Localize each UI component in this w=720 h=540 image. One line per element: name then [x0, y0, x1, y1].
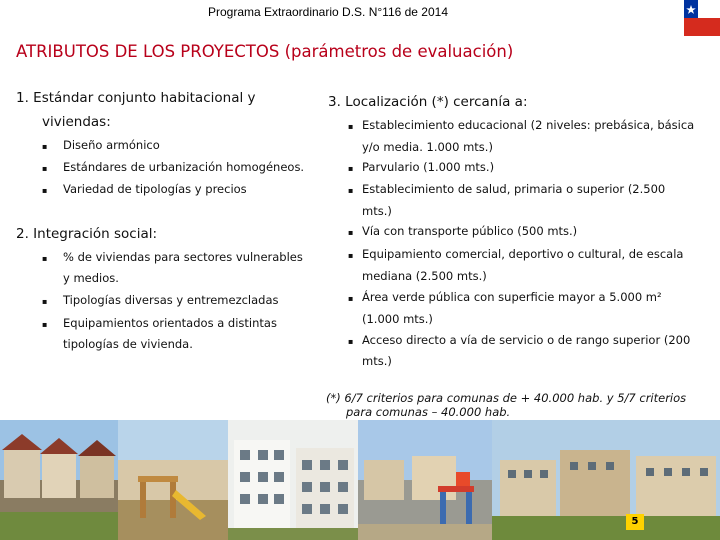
- footnote-line1: (*) 6/7 criterios para comunas de + 40.000 hab. y 5/7 criterios: [326, 391, 687, 405]
- header-title: Programa Extraordinario D.S. N°116 de 2014: [207, 5, 449, 19]
- photo-row-houses: [0, 420, 118, 540]
- section1-item: Estándares de urbanización homogéneos.: [63, 160, 305, 174]
- location-criterion-continued: mts.): [362, 204, 392, 218]
- section2-heading: 2. Integración social:: [16, 226, 158, 242]
- bullet-icon: ▪: [348, 228, 354, 237]
- section3-heading: 3. Localización (*) cercanía a:: [328, 94, 528, 110]
- bullet-icon: ▪: [42, 164, 48, 173]
- slide-title-subtitle: (parámetros de evaluación): [279, 42, 514, 61]
- bullet-icon: ▪: [348, 186, 354, 195]
- location-criterion: Área verde pública con superficie mayor a 5.000 m²: [362, 290, 662, 304]
- bullet-icon: ▪: [42, 142, 48, 151]
- photo-playground: [118, 420, 228, 540]
- location-criterion: Parvulario (1.000 mts.): [362, 160, 495, 174]
- location-criterion-continued: mediana (2.500 mts.): [362, 269, 487, 283]
- location-criterion: Acceso directo a vía de servicio o de rango superior (200: [362, 333, 691, 347]
- location-criterion: Vía con transporte público (500 mts.): [362, 224, 578, 238]
- location-criterion: Establecimiento educacional (2 niveles: prebásica, básica: [362, 118, 695, 132]
- section1-item: Diseño armónico: [63, 138, 160, 152]
- section1-item: Variedad de tipologías y precios: [63, 182, 247, 196]
- section2-item-continued: y medios.: [63, 271, 119, 285]
- section1-heading-line2: viviendas:: [42, 114, 111, 130]
- location-criterion: Establecimiento de salud, primaria o superior (2.500: [362, 182, 666, 196]
- chile-flag-icon: [684, 0, 720, 36]
- photo-apartment-buildings: [228, 420, 358, 540]
- bullet-icon: ▪: [348, 251, 354, 260]
- section2-item-continued: tipologías de vivienda.: [63, 337, 193, 351]
- bullet-icon: ▪: [42, 320, 48, 329]
- photo-park-playground: [358, 420, 492, 540]
- page-number: 5: [626, 514, 644, 530]
- location-criterion-continued: (1.000 mts.): [362, 312, 433, 326]
- bullet-icon: ▪: [348, 337, 354, 346]
- housing-projects-photo-strip: [0, 420, 720, 540]
- slide-title: [16, 42, 513, 61]
- section2-item: Tipologías diversas y entremezcladas: [63, 293, 279, 307]
- location-criterion-continued: y/o media. 1.000 mts.): [362, 140, 493, 154]
- slide-title-main: ATRIBUTOS DE LOS PROYECTOS: [16, 42, 280, 61]
- section2-item: Equipamientos orientados a distintas: [63, 316, 277, 330]
- bullet-icon: ▪: [348, 294, 354, 303]
- location-criterion: Equipamiento comercial, deportivo o cultural, de escala: [362, 247, 684, 261]
- bullet-icon: ▪: [348, 122, 354, 131]
- bullet-icon: ▪: [42, 297, 48, 306]
- bullet-icon: ▪: [42, 254, 48, 263]
- bullet-icon: ▪: [348, 164, 354, 173]
- photo-apartment-complex: [492, 420, 720, 540]
- bullet-icon: ▪: [42, 186, 48, 195]
- section2-item: % de viviendas para sectores vulnerables: [63, 250, 303, 264]
- footnote-line2: para comunas – 40.000 hab.: [346, 405, 511, 419]
- location-criterion-continued: mts.): [362, 354, 392, 368]
- section1-heading-line1: 1. Estándar conjunto habitacional y: [16, 90, 256, 106]
